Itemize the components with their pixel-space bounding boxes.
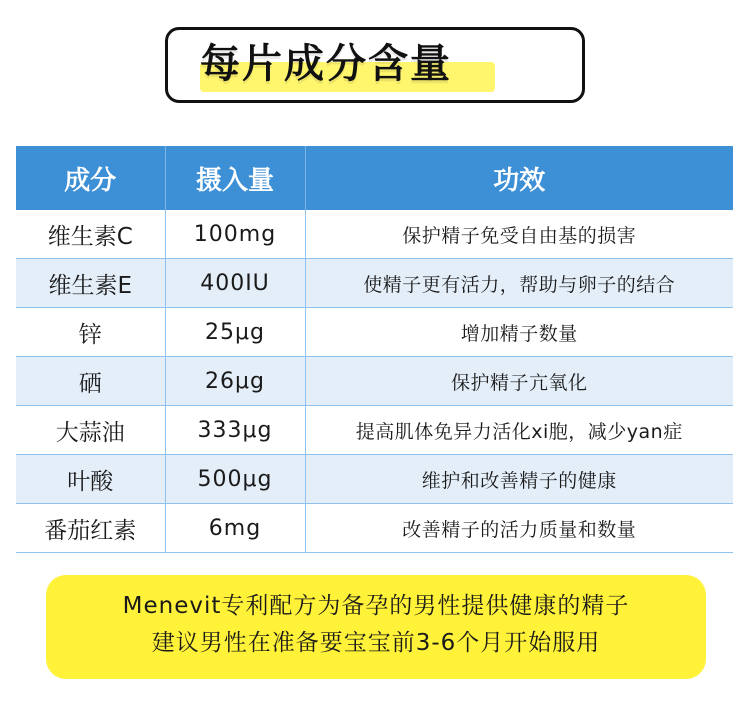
table-row <box>16 308 733 357</box>
header-ingredient: 成分 <box>16 146 165 210</box>
effect-cell: 保护精子免受自由基的损害 <box>305 210 733 259</box>
dose-cell: 6mg <box>165 504 305 553</box>
effect-cell: 维护和改善精子的健康 <box>305 455 733 504</box>
ingredient-cell: 维生素C <box>16 210 165 259</box>
dose-cell: 100mg <box>165 210 305 259</box>
dose-cell: 26μg <box>165 357 305 406</box>
dose-cell: 400IU <box>165 259 305 308</box>
dose-cell: 25μg <box>165 308 305 357</box>
table-row <box>16 210 733 259</box>
header-effect: 功效 <box>305 146 733 210</box>
ingredient-cell: 叶酸 <box>16 455 165 504</box>
table-row <box>16 406 733 455</box>
table-row <box>16 357 733 406</box>
effect-cell: 增加精子数量 <box>305 308 733 357</box>
ingredient-table-grid <box>16 146 733 553</box>
effect-cell: 改善精子的活力质量和数量 <box>305 504 733 553</box>
ingredient-cell: 维生素E <box>16 259 165 308</box>
header-dose: 摄入量 <box>165 146 305 210</box>
table-row <box>16 455 733 504</box>
table-row <box>16 504 733 553</box>
effect-cell: 使精子更有活力，帮助与卵子的结合 <box>305 259 733 308</box>
page-title: 每片成分含量 <box>200 41 452 87</box>
recommendation-note <box>46 575 706 679</box>
ingredient-cell: 大蒜油 <box>16 406 165 455</box>
dose-cell: 333μg <box>165 406 305 455</box>
ingredient-cell: 硒 <box>16 357 165 406</box>
table-row <box>16 259 733 308</box>
ingredient-table <box>16 146 733 551</box>
effect-cell: 提高肌体免异力活化xi胞，减少yan症 <box>305 406 733 455</box>
effect-cell: 保护精子亢氧化 <box>305 357 733 406</box>
dose-cell: 500μg <box>165 455 305 504</box>
ingredient-cell: 番茄红素 <box>16 504 165 553</box>
note-line-1: Menevit专利配方为备孕的男性提供健康的精子 <box>122 593 630 619</box>
ingredient-cell: 锌 <box>16 308 165 357</box>
table-header-row <box>16 146 733 210</box>
note-line-2: 建议男性在准备要宝宝前3-6个月开始服用 <box>151 630 601 656</box>
